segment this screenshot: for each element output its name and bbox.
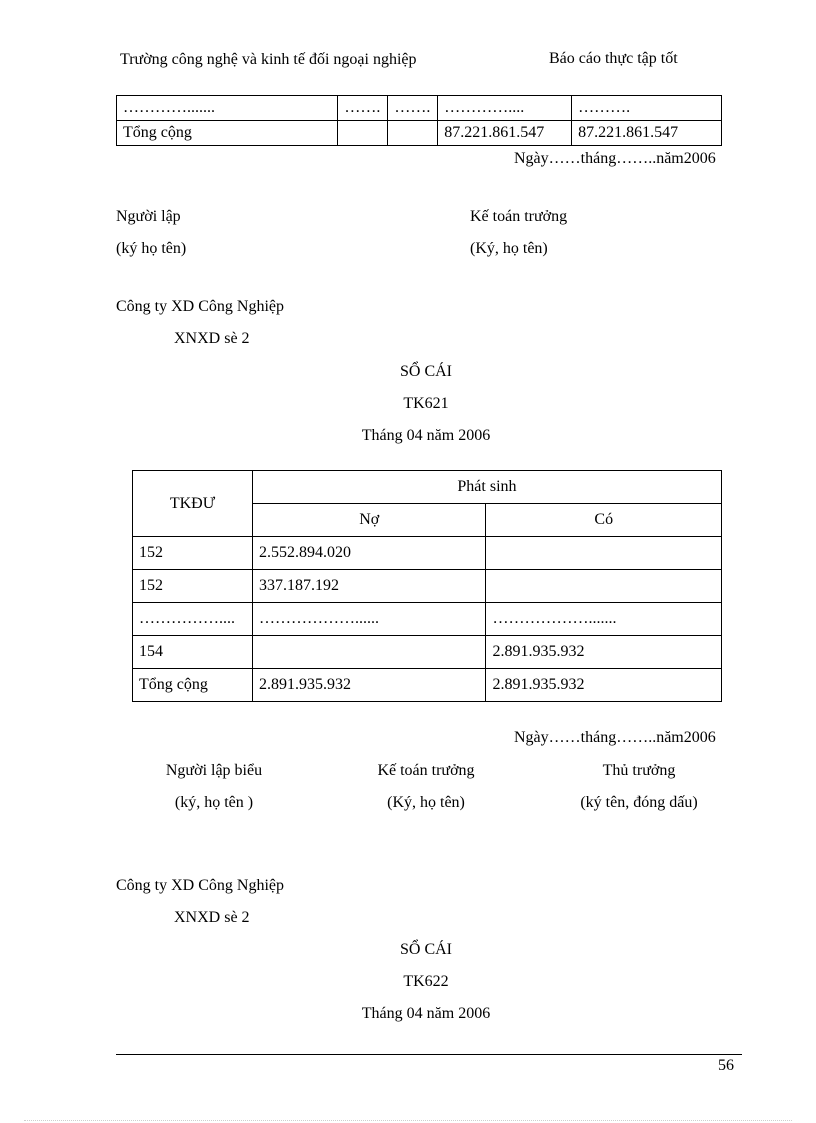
column-header-phat-sinh: Phát sinh [252,471,721,504]
chief-accountant-label: Kế toán trưởng [470,208,568,225]
table-cell: 152 [133,537,253,570]
column-header-no: Nợ [252,504,486,537]
table-row [117,121,722,146]
table-cell: 154 [133,636,253,669]
table-cell: 2.552.894.020 [252,537,486,570]
summary-table [116,95,722,146]
table-cell: Tổng cộng [117,121,338,146]
company-name: Công ty XD Công Nghiệp [116,298,284,315]
table-cell: 87.221.861.547 [438,121,572,146]
director-label: Thủ trưởng [602,762,676,779]
company-name: Công ty XD Công Nghiệp [116,877,284,894]
table-cell [388,121,438,146]
table-cell: 152 [133,570,253,603]
director-note: (ký tên, đóng dấu) [580,794,698,811]
ledger-title: SỔ CÁI [399,363,452,380]
table-cell: ………….... [438,96,572,121]
table-header-row [133,471,722,504]
table-cell: 337.187.192 [252,570,486,603]
table-cell: ………………...... [252,603,486,636]
table-cell: 2.891.935.932 [486,636,722,669]
preparer-label: Người lập [116,208,181,225]
table-cell: ………………....... [486,603,722,636]
table-cell: ……. [338,96,388,121]
table-row [133,570,722,603]
column-header-co: Có [486,504,722,537]
footer-divider [116,1054,742,1055]
table-row [133,537,722,570]
table-cell: 2.891.935.932 [486,669,722,702]
table-cell: …………....... [117,96,338,121]
table-row [133,636,722,669]
header-school: Trường công nghệ và kinh tế đối ngoại nghiệp [120,51,417,68]
table-row [117,96,722,121]
table-cell: 2.891.935.932 [252,669,486,702]
preparer-note: (ký, họ tên ) [174,794,254,811]
table-row [133,603,722,636]
table-cell [338,121,388,146]
date-line: Ngày……tháng……..năm2006 [514,729,716,746]
page-number: 56 [718,1057,734,1074]
table-cell: ……. [388,96,438,121]
table-cell [252,636,486,669]
preparer-label: Người lập biểu [165,762,263,779]
header-report-title: Báo cáo thực tập tốt [549,50,678,67]
unit-name: XNXD sè 2 [174,330,250,347]
table-cell: Tổng cộng [133,669,253,702]
preparer-note: (ký họ tên) [116,240,187,257]
ledger-table [132,470,722,702]
unit-name: XNXD sè 2 [174,909,250,926]
table-cell: ………. [572,96,722,121]
ledger-account: TK621 [403,395,449,412]
table-cell: 87.221.861.547 [572,121,722,146]
table-cell: …………….... [133,603,253,636]
chief-accountant-note: (Ký, họ tên) [470,240,548,257]
table-cell [486,570,722,603]
ledger-period: Tháng 04 năm 2006 [361,1005,491,1022]
chief-accountant-note: (Ký, họ tên) [387,794,465,811]
ledger-account: TK622 [403,973,449,990]
table-row [133,669,722,702]
ledger-period: Tháng 04 năm 2006 [361,427,491,444]
date-line: Ngày……tháng……..năm2006 [514,150,716,167]
column-header-tkdu: TKĐƯ [133,471,253,537]
chief-accountant-label: Kế toán trưởng [377,762,475,779]
table-cell [486,537,722,570]
page-bottom-border [24,1120,792,1121]
ledger-title: SỔ CÁI [399,941,452,958]
